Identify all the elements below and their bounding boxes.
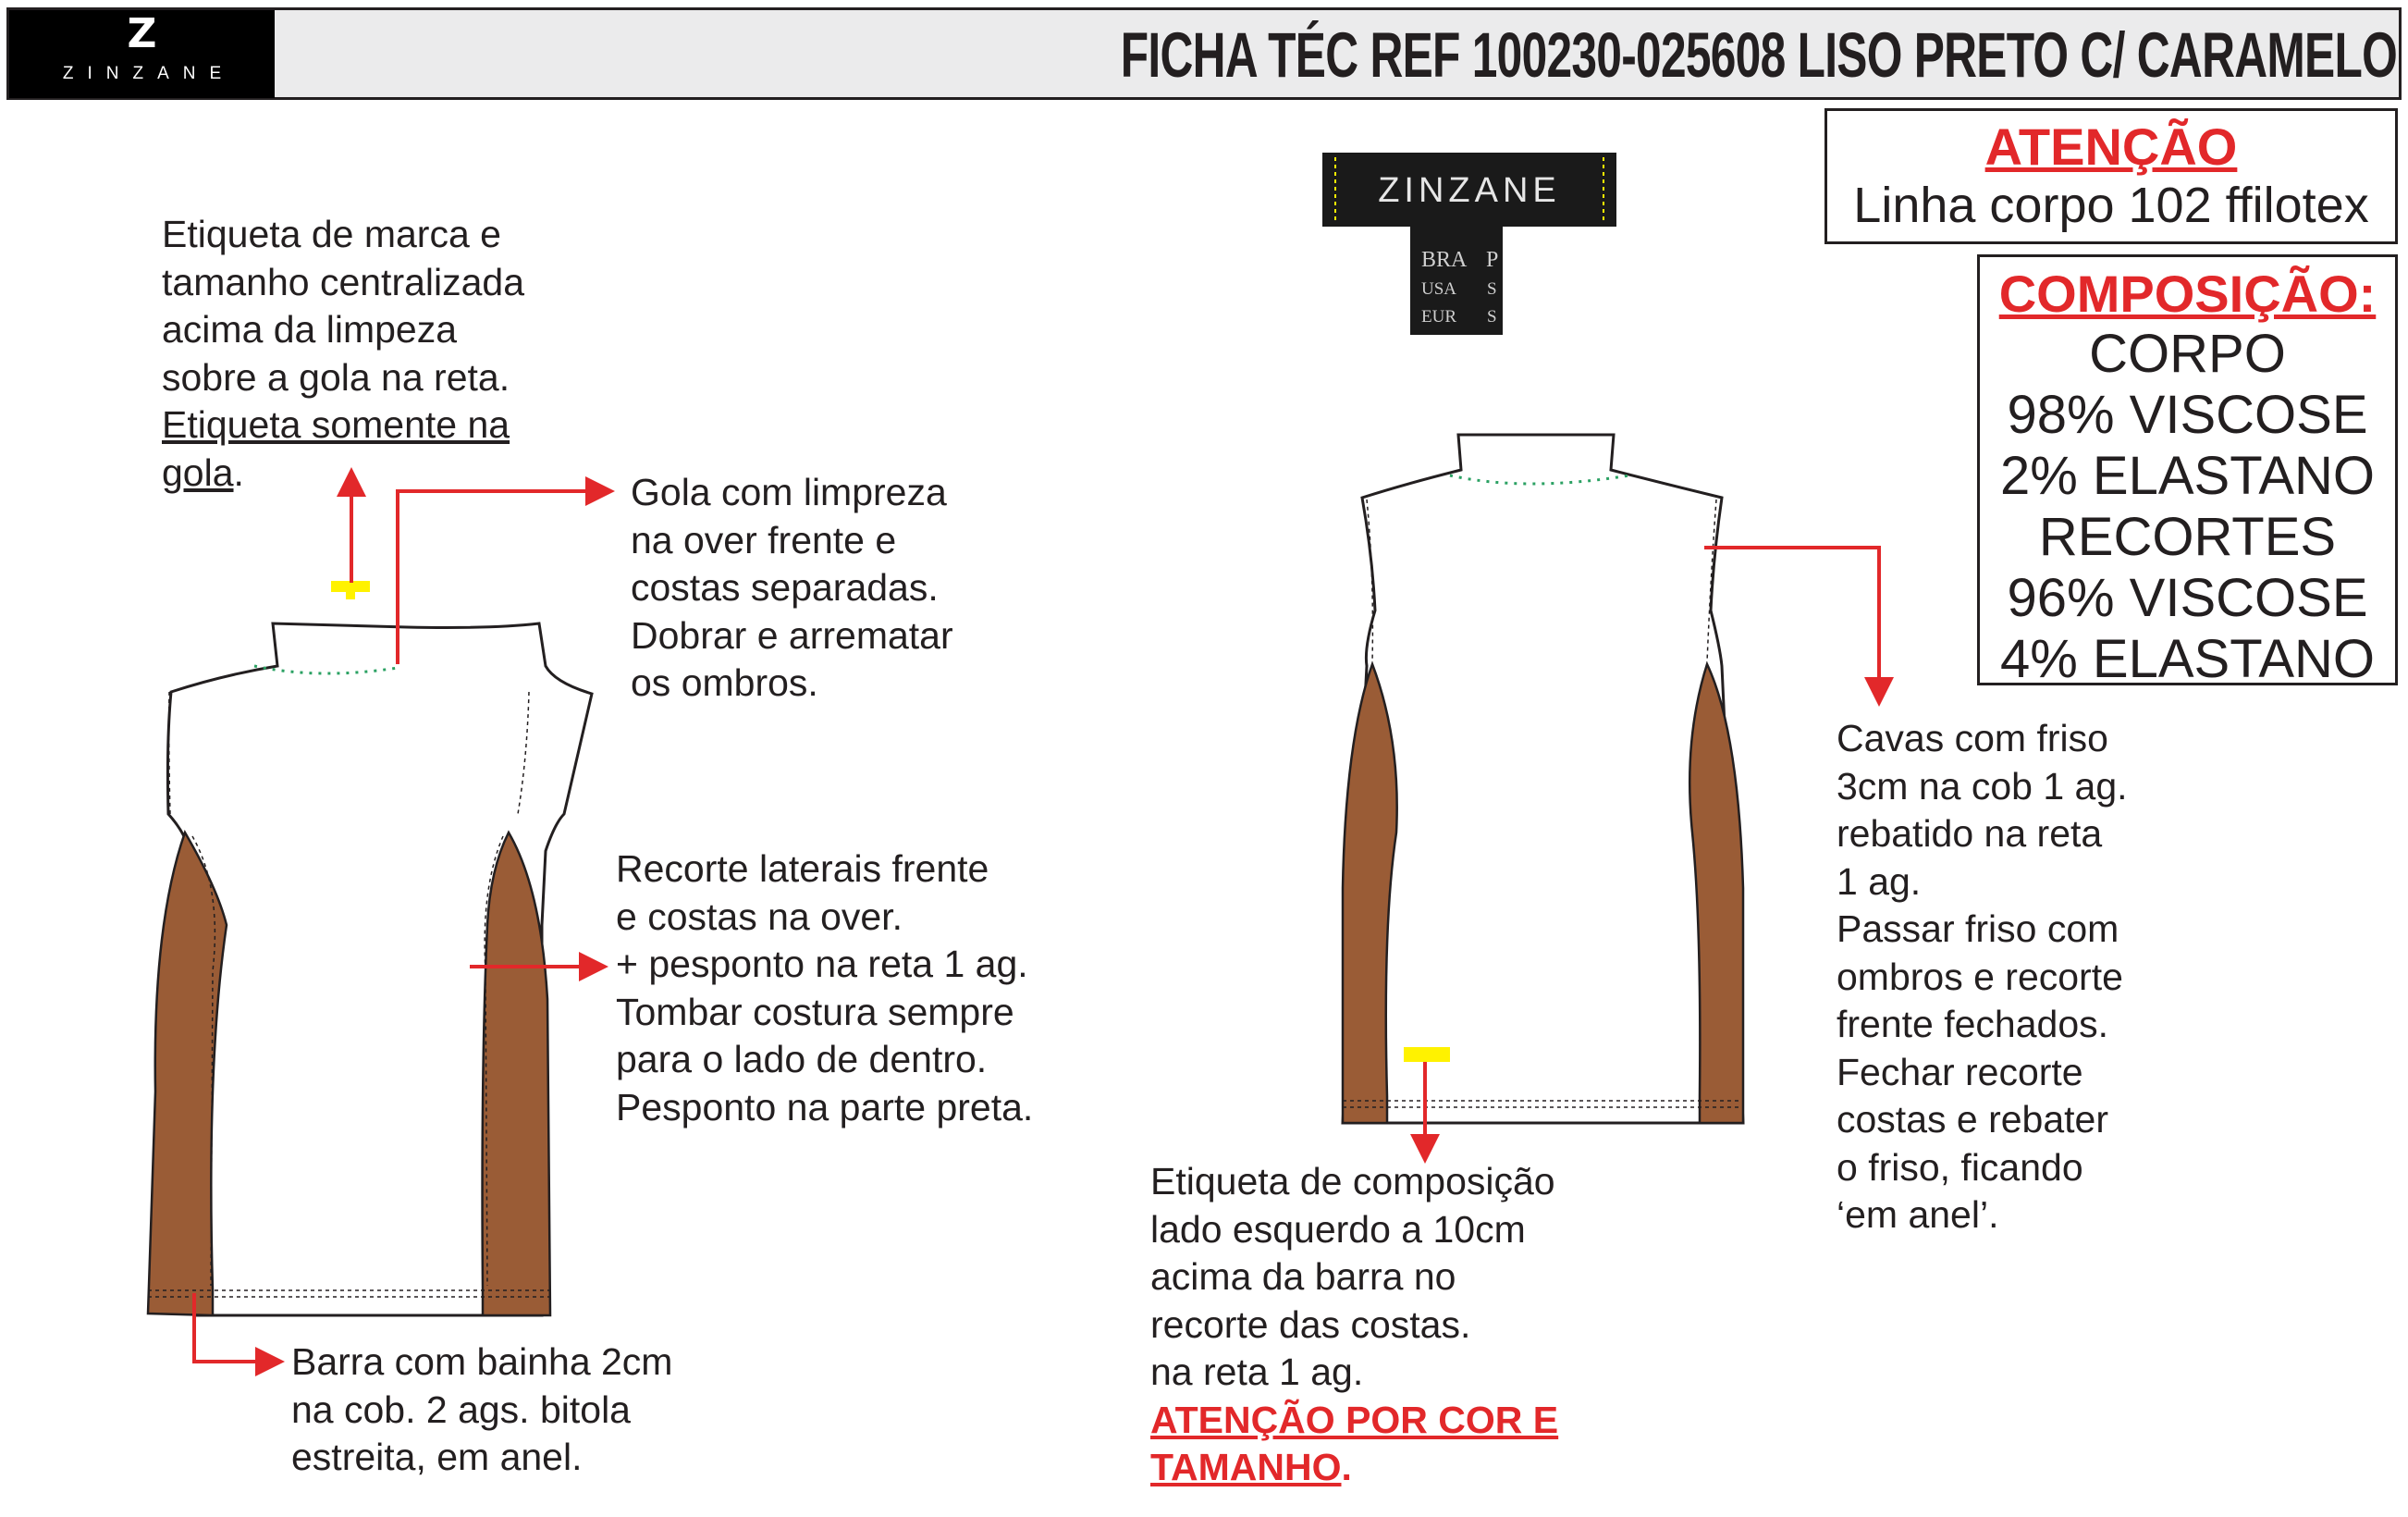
composition-line: CORPO xyxy=(2089,324,2286,384)
composition-line: 98% VISCOSE xyxy=(2007,385,2368,445)
brand-size-label-tag xyxy=(1322,153,1616,335)
composition-line: 4% ELASTANO xyxy=(1999,629,2376,689)
arrow-armholes xyxy=(1704,548,1879,699)
document-title: FICHA TÉC REF 100230-025608 LISO PRETO C/ CARAMELO xyxy=(1120,19,2397,91)
note-brand-label-underlined: Etiqueta somente na gola xyxy=(162,403,510,494)
label-tag-size: S xyxy=(1487,279,1497,299)
label-tag-region: USA xyxy=(1421,279,1457,299)
note-composition-label xyxy=(1150,1158,1558,1492)
note-brand-label-end: . xyxy=(233,450,244,494)
garment-front-view xyxy=(148,623,686,1315)
note-armholes: Cavas com friso 3cm na cob 1 ag. rebatido na reta 1 ag. Passar friso com ombros e recorte frente fechados. Fechar recorte costas e rebater o friso, ficando ‘em anel’. xyxy=(1837,717,2128,1236)
note-side-panels: Recorte laterais frente e costas na over. + pesponto na reta 1 ag. Tombar costura sempre para o lado de dentro. Pesponto na parte preta. xyxy=(616,847,1034,1128)
note-brand-label xyxy=(162,211,524,497)
label-tag-size: P xyxy=(1486,248,1499,272)
note-collar: Gola com limpreza na over frente e costas separadas. Dobrar e arrematar os ombros. xyxy=(631,471,953,704)
composition-line: 96% VISCOSE xyxy=(2007,568,2368,628)
note-composition-label-text: Etiqueta de composição lado esquerdo a 10cm acima da barra no recorte das costas. na reta 1 ag. xyxy=(1150,1160,1555,1393)
note-composition-label-warning: ATENÇÃO POR COR E TAMANHO xyxy=(1150,1398,1559,1488)
composition-title: COMPOSIÇÃO: xyxy=(1998,265,2377,323)
label-tag-size: S xyxy=(1487,307,1497,327)
label-tag-region: BRA xyxy=(1421,248,1468,272)
label-tag-region: EUR xyxy=(1421,307,1456,327)
note-brand-label-text: Etiqueta de marca e tamanho centralizada acima da limpeza sobre a gola na reta. xyxy=(162,213,525,399)
brand-logo-mark: Z xyxy=(127,10,157,57)
composition-line: RECORTES xyxy=(2038,507,2337,567)
note-composition-label-end: . xyxy=(1341,1446,1352,1488)
composition-label-position-marker xyxy=(1404,1047,1450,1062)
brand-logo-word: ZINZANE xyxy=(62,64,236,83)
note-hem: Barra com bainha 2cm na cob. 2 ags. bitola estreita, em anel. xyxy=(291,1340,673,1478)
attention-text: Linha corpo 102 ffilotex xyxy=(1853,178,2369,233)
label-tag-brand: ZINZANE xyxy=(1378,171,1561,210)
attention-title: ATENÇÃO xyxy=(1984,117,2238,176)
composition-line: 2% ELASTANO xyxy=(1999,446,2376,506)
garment-back-view xyxy=(1343,435,1743,1123)
